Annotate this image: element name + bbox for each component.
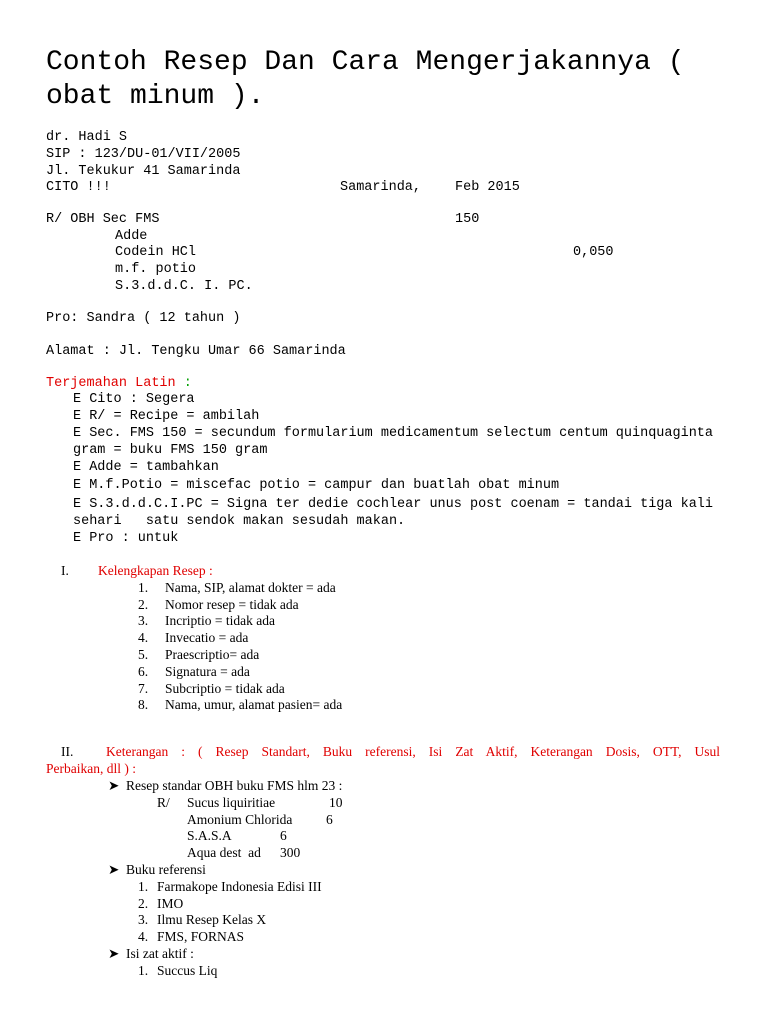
checklist-item: Nomor resep = tidak ada: [165, 597, 299, 612]
checklist-item: Incriptio = tidak ada: [165, 613, 275, 628]
reference-text: Ilmu Resep Kelas X: [157, 912, 267, 927]
formula-name: Aqua dest ad: [187, 845, 261, 860]
checklist-item: Signatura = ada: [165, 664, 250, 679]
translation-item: sehari satu sendok makan sesudah makan.: [73, 514, 406, 529]
checklist-item: Invecatio = ada: [165, 630, 249, 645]
checklist-item: Praescriptio= ada: [165, 647, 260, 662]
recipe-adde: Adde: [115, 229, 148, 244]
formula-name: S.A.S.A: [187, 828, 232, 843]
translation-heading-colon: :: [175, 376, 192, 391]
section1-numeral: I.: [61, 563, 69, 578]
patient-address: Alamat : Jl. Tengku Umar 66 Samarinda: [46, 344, 346, 359]
section2-heading-line2: Perbaikan, dll ) :: [46, 761, 136, 776]
arrow-bullet-icon: ➤: [108, 862, 120, 877]
reference-text: FMS, FORNAS: [157, 929, 245, 944]
checklist-num: 4.: [138, 630, 149, 645]
section2-heading-line1: Keterangan : ( Resep Standart, Buku referensi, Isi Zat Aktif, Keterangan Dosis, OTT, Usul: [106, 744, 720, 759]
translation-item: E R/ = Recipe = ambilah: [73, 409, 260, 424]
formula-qty: 10: [329, 795, 343, 810]
section1-heading: Kelengkapan Resep :: [98, 563, 213, 578]
place-date: Samarinda,: [340, 180, 422, 195]
translation-item: E Sec. FMS 150 = secundum formularium medicamentum selectum centum quinquaginta: [73, 426, 714, 441]
formula-name: Sucus liquiritiae: [187, 795, 276, 810]
checklist-item: Subcriptio = tidak ada: [165, 681, 285, 696]
reference-num: 1.: [138, 879, 149, 894]
section2-numeral: II.: [61, 744, 74, 759]
reference-num: 4.: [138, 929, 149, 944]
bullet-isi-zat-aktif: Isi zat aktif :: [126, 946, 194, 961]
reference-text: IMO: [157, 896, 184, 911]
checklist-item: Nama, SIP, alamat dokter = ada: [165, 580, 336, 595]
reference-text: Farmakope Indonesia Edisi III: [157, 879, 322, 894]
translation-heading-text: Terjemahan Latin: [46, 376, 176, 391]
reference-num: 3.: [138, 912, 149, 927]
doctor-address: Jl. Tekukur 41 Samarinda: [46, 164, 241, 179]
bullet-resep-standar: Resep standar OBH buku FMS hlm 23 :: [126, 778, 343, 793]
translation-item: gram = buku FMS 150 gram: [73, 443, 268, 458]
page-title: Contoh Resep Dan Cara Mengerjakannya ( obat minum ).: [46, 47, 685, 112]
checklist-num: 6.: [138, 664, 149, 679]
recipe-r-line: R/ OBH Sec FMS: [46, 212, 160, 227]
reference-num: 2.: [138, 896, 149, 911]
formula-r-label: R/: [157, 795, 170, 810]
active-text: Succus Liq: [157, 963, 218, 978]
formula-name: Amonium Chlorida: [187, 812, 293, 827]
active-num: 1.: [138, 963, 149, 978]
recipe-mf: m.f. potio: [115, 262, 197, 277]
checklist-num: 2.: [138, 597, 149, 612]
recipe-r-qty: 150: [455, 212, 480, 227]
checklist-num: 7.: [138, 681, 149, 696]
recipe-codein-qty: 0,050: [573, 245, 614, 260]
formula-qty: 6: [326, 812, 333, 827]
cito-mark: CITO !!!: [46, 180, 111, 195]
recipe-codein: Codein HCl: [115, 245, 197, 260]
translation-item: E Adde = tambahkan: [73, 460, 219, 475]
translation-heading: [46, 375, 192, 392]
checklist-num: 3.: [138, 613, 149, 628]
arrow-bullet-icon: ➤: [108, 778, 120, 793]
checklist-num: 8.: [138, 697, 149, 712]
arrow-bullet-icon: ➤: [108, 946, 120, 961]
formula-qty: 6: [280, 828, 287, 843]
checklist-num: 1.: [138, 580, 149, 595]
translation-item: E S.3.d.d.C.I.PC = Signa ter dedie cochlear unus post coenam = tandai tiga kali: [73, 497, 714, 512]
translation-item: E Pro : untuk: [73, 531, 179, 546]
translation-item: E Cito : Segera: [73, 392, 195, 407]
checklist-item: Nama, umur, alamat pasien= ada: [165, 697, 343, 712]
translation-item: E M.f.Potio = miscefac potio = campur dan buatlah obat minum: [73, 478, 560, 493]
doctor-name: dr. Hadi S: [46, 130, 128, 145]
formula-qty: 300: [280, 845, 301, 860]
bullet-buku-referensi: Buku referensi: [126, 862, 206, 877]
patient-pro: Pro: Sandra ( 12 tahun ): [46, 311, 241, 326]
date: Feb 2015: [455, 180, 520, 195]
checklist-num: 5.: [138, 647, 149, 662]
doctor-sip: SIP : 123/DU-01/VII/2005: [46, 147, 241, 162]
recipe-signa: S.3.d.d.C. I. PC.: [115, 279, 253, 294]
